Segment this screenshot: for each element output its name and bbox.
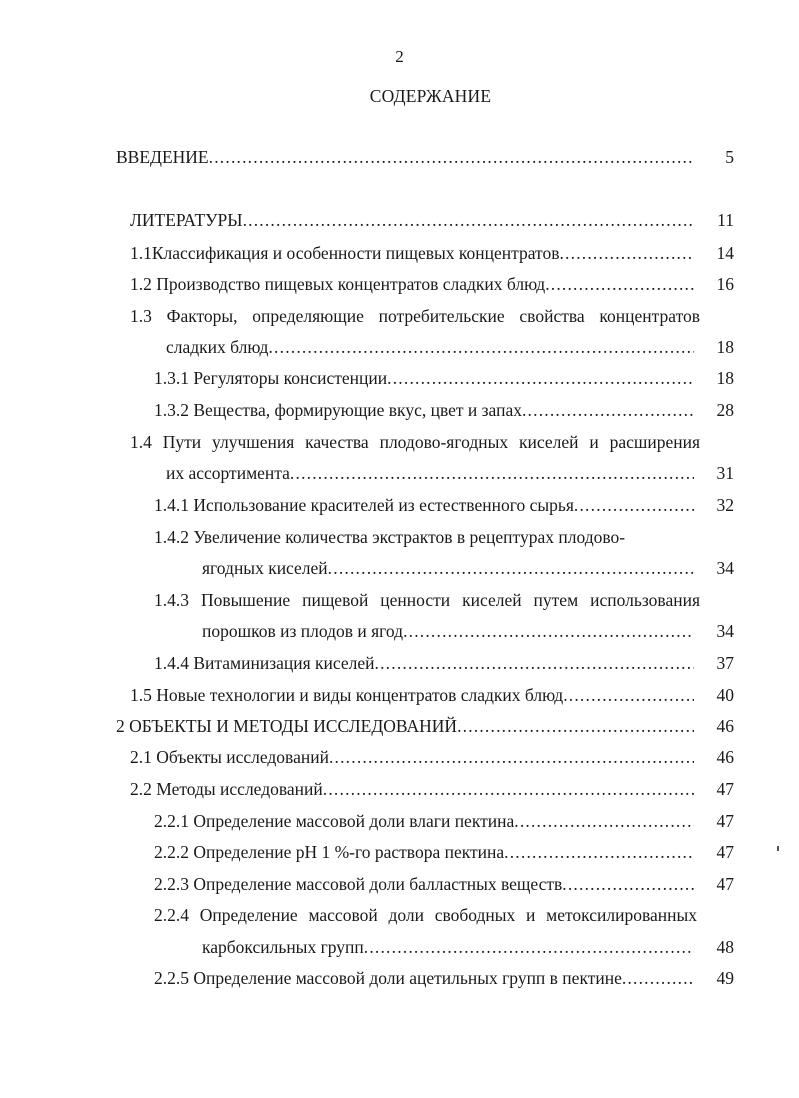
toc-leader-dots bbox=[504, 841, 694, 863]
toc-entry bbox=[116, 146, 694, 168]
toc-leader-dots bbox=[328, 557, 694, 579]
toc-entry-text: 2.2.2 Определение рН 1 %-го раствора пектина bbox=[154, 842, 505, 862]
toc-entry-text: 1.3.1 Регуляторы консистенции bbox=[154, 368, 388, 388]
toc-leader-dots bbox=[574, 494, 694, 516]
toc-entry-page: 48 bbox=[716, 937, 734, 957]
toc-entry-text: 2.2.5 Определение массовой доли ацетильных групп в пектине bbox=[154, 968, 622, 988]
toc-entry-text: 1.4 Пути улучшения качества плодово-ягодных киселей и расширения bbox=[130, 432, 700, 452]
toc-entry-heading bbox=[130, 431, 700, 453]
toc-entry-text: 2.2.1 Определение массовой доли влаги пектина bbox=[154, 811, 515, 831]
toc-leader-dots bbox=[329, 746, 694, 768]
toc-entry-text: их ассортимента bbox=[166, 463, 290, 483]
toc-entry-text: порошков из плодов и ягод bbox=[202, 621, 404, 641]
toc-entry bbox=[130, 778, 694, 800]
toc-leader-dots bbox=[268, 336, 694, 358]
toc-entry bbox=[130, 242, 694, 264]
toc-entry-text: 1.4.2 Увеличение количества экстрактов в рецептурах плодово- bbox=[154, 527, 626, 547]
toc-leader-dots bbox=[209, 146, 694, 168]
toc-entry-heading bbox=[118, 178, 700, 200]
toc-entry-heading bbox=[130, 305, 700, 327]
toc-entry bbox=[154, 841, 694, 863]
toc-entry-heading bbox=[154, 526, 674, 548]
toc-entry-text: карбоксильных групп bbox=[202, 937, 364, 957]
toc-entry-text: ЛИТЕРАТУРЫ bbox=[130, 210, 243, 230]
toc-entry-text: 2.2.4 Определение массовой доли свободных и метоксилированных bbox=[154, 905, 697, 925]
toc-entry-page: 47 bbox=[716, 874, 734, 894]
toc-entry-text: 1.4.1 Использование красителей из естественного сырья bbox=[154, 495, 574, 515]
toc-leader-dots bbox=[387, 367, 694, 389]
toc-leader-dots bbox=[522, 399, 694, 421]
toc-entry-text: 1.4.3 Повышение пищевой ценности киселей путем использования bbox=[154, 590, 700, 610]
toc-entry-page: 46 bbox=[716, 747, 734, 767]
toc-entry bbox=[154, 367, 694, 389]
toc-entry-text: сладких блюд bbox=[166, 337, 269, 357]
toc-leader-dots bbox=[562, 873, 694, 895]
toc-entry-heading bbox=[154, 589, 700, 611]
toc-entry-text: ВВЕДЕНИЕ bbox=[116, 147, 209, 167]
toc-entry-text: 2.1 Объекты исследований bbox=[130, 747, 329, 767]
toc-entry-text: 1.5 Новые технологии и виды концентратов сладких блюд bbox=[130, 685, 564, 705]
toc-entry-page: 34 bbox=[716, 558, 734, 578]
toc-leader-dots bbox=[457, 715, 694, 737]
toc-entry-page: 49 bbox=[716, 968, 734, 988]
toc-leader-dots bbox=[323, 778, 694, 800]
toc-entry-text: 1.3 Факторы, определяющие потребительские свойства концентратов bbox=[130, 306, 700, 326]
toc-entry-page: 11 bbox=[717, 210, 734, 230]
toc-entry-page: 34 bbox=[716, 621, 734, 641]
scan-artifact bbox=[777, 846, 779, 851]
toc-entry bbox=[130, 684, 694, 706]
page-number: 2 bbox=[395, 47, 404, 66]
toc-entry bbox=[154, 810, 694, 832]
toc-entry bbox=[154, 494, 694, 516]
toc-leader-dots bbox=[545, 273, 694, 295]
toc-entry-page: 31 bbox=[716, 463, 734, 483]
toc-entry bbox=[166, 336, 694, 358]
toc-entry bbox=[130, 209, 694, 231]
toc-leader-dots bbox=[563, 684, 694, 706]
toc-entry-text: 2.2 Методы исследований bbox=[130, 779, 323, 799]
toc-leader-dots bbox=[622, 967, 694, 989]
toc-entry bbox=[116, 715, 694, 737]
toc-entry bbox=[154, 652, 694, 674]
toc-entry-text: 1.3.2 Вещества, формирующие вкус, цвет и запах bbox=[154, 400, 522, 420]
toc-leader-dots bbox=[514, 810, 694, 832]
toc-entry bbox=[154, 967, 694, 989]
toc-entry-page: 40 bbox=[716, 685, 734, 705]
toc-leader-dots bbox=[375, 652, 694, 674]
toc-entry-page: 18 bbox=[716, 337, 734, 357]
toc-entry-page: 47 bbox=[716, 811, 734, 831]
toc-entry bbox=[202, 557, 694, 579]
toc-entry-page: 5 bbox=[725, 147, 734, 167]
toc-entry-text: ягодных киселей bbox=[202, 558, 328, 578]
toc-entry bbox=[202, 620, 694, 642]
toc-entry-page: 47 bbox=[716, 779, 734, 799]
toc-leader-dots bbox=[290, 462, 694, 484]
toc-entry-text: 1.2 Производство пищевых концентратов сладких блюд bbox=[130, 274, 546, 294]
toc-entry bbox=[154, 399, 694, 421]
toc-entry-text: 2 ОБЪЕКТЫ И МЕТОДЫ ИССЛЕДОВАНИЙ bbox=[116, 716, 458, 736]
toc-entry-page: 46 bbox=[716, 716, 734, 736]
toc-entry bbox=[154, 873, 694, 895]
toc-entry-page: 28 bbox=[716, 400, 734, 420]
toc-entry-text: 1.4.4 Витаминизация киселей bbox=[154, 653, 375, 673]
toc-entry-heading bbox=[154, 904, 697, 926]
toc-entry-page: 14 bbox=[716, 243, 734, 263]
toc-entry-page: 37 bbox=[716, 653, 734, 673]
toc-leader-dots bbox=[243, 209, 694, 231]
toc-entry bbox=[130, 273, 694, 295]
toc-leader-dots bbox=[403, 620, 694, 642]
toc-entry-page: 18 bbox=[716, 368, 734, 388]
toc-entry-page: 32 bbox=[716, 495, 734, 515]
toc-entry bbox=[166, 462, 694, 484]
toc-leader-dots bbox=[559, 242, 694, 264]
toc-entry bbox=[130, 746, 694, 768]
toc-entry-text: 2.2.3 Определение массовой доли балластных веществ bbox=[154, 874, 563, 894]
toc-entry bbox=[202, 936, 694, 958]
document-title: СОДЕРЖАНИЕ bbox=[369, 86, 492, 106]
toc-entry-text: 1.1Классификация и особенности пищевых концентратов bbox=[130, 243, 560, 263]
toc-entry-page: 47 bbox=[716, 842, 734, 862]
toc-leader-dots bbox=[364, 936, 694, 958]
toc-entry-page: 16 bbox=[716, 274, 734, 294]
